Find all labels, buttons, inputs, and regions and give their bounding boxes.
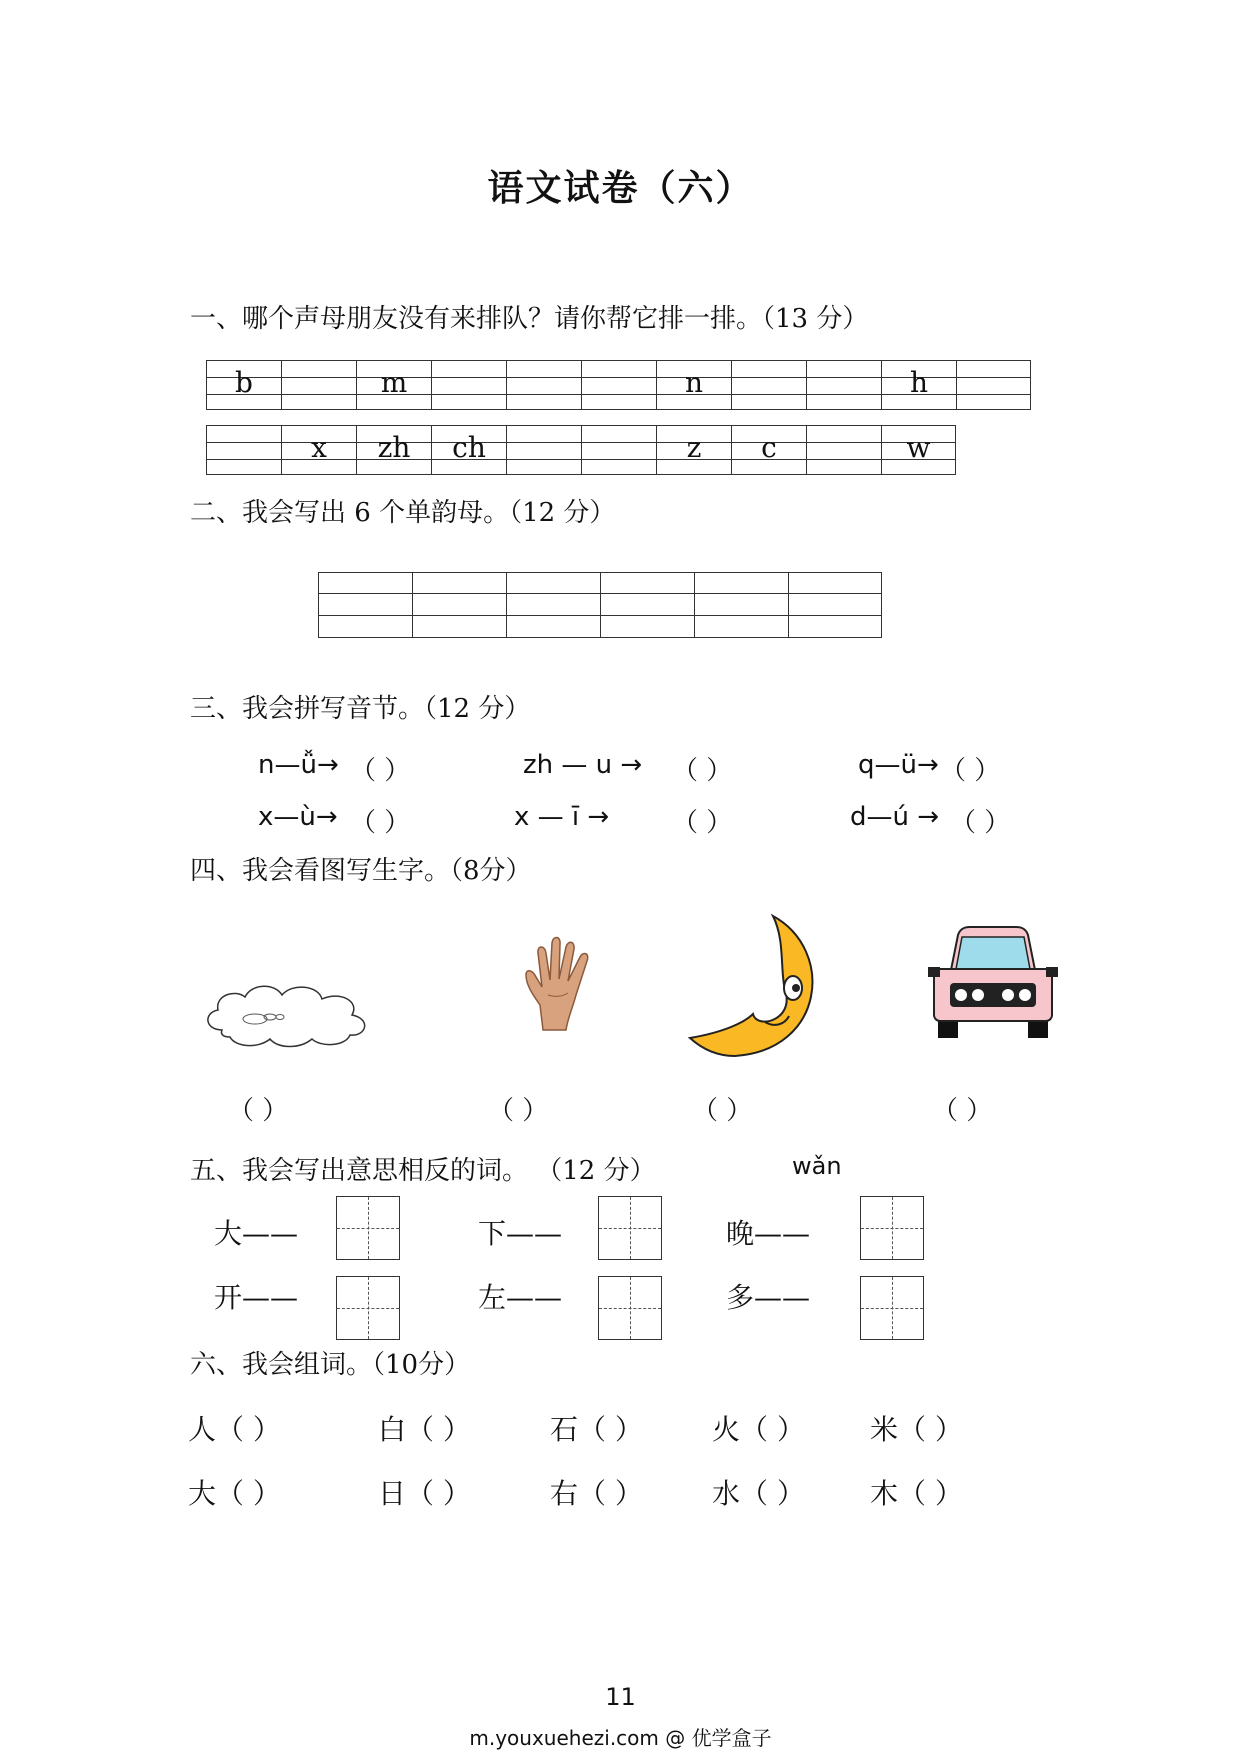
initial-letter: z xyxy=(686,431,702,464)
car-icon xyxy=(928,925,1058,1040)
hand-icon xyxy=(518,935,608,1035)
pinyin-grid-cell[interactable] xyxy=(731,360,806,410)
initial-letter: n xyxy=(684,366,704,399)
initial-letter: ch xyxy=(452,431,486,464)
pinyin-grid-cell xyxy=(356,360,431,410)
picture-answer-4[interactable]: （ ） xyxy=(932,1096,993,1126)
cloud-icon xyxy=(200,975,380,1050)
initial-letter: w xyxy=(906,431,931,464)
pinyin-hint: wǎn xyxy=(792,1152,842,1180)
picture-answer-3[interactable]: （ ） xyxy=(692,1096,753,1126)
word-group-item[interactable]: 木（ ） xyxy=(870,1477,963,1510)
pinyin-grid-cell[interactable] xyxy=(806,360,881,410)
word-group-item[interactable]: 白（ ） xyxy=(378,1413,471,1446)
spell-expr-2: zh — u → xyxy=(523,750,643,780)
spell-answer-6[interactable]: （ ） xyxy=(950,808,1011,838)
page-title: 语文试卷（六） xyxy=(487,167,754,209)
picture-answer-2[interactable]: （ ） xyxy=(488,1096,549,1126)
antonym-word-5: 左—— xyxy=(478,1281,563,1314)
pinyin-grid-cell[interactable] xyxy=(806,425,881,475)
antonym-word-1: 大—— xyxy=(214,1217,299,1250)
vowel-cell[interactable] xyxy=(788,572,882,638)
pinyin-grid-cell xyxy=(881,360,956,410)
pinyin-grid-cell[interactable] xyxy=(506,360,581,410)
pinyin-grid-cell xyxy=(656,360,731,410)
word-group-item[interactable]: 火（ ） xyxy=(712,1413,805,1446)
word-group-item[interactable]: 水（ ） xyxy=(712,1477,805,1510)
q2-heading: 二、我会写出 6 个单韵母。（12 分） xyxy=(190,498,616,528)
word-group-item[interactable]: 右（ ） xyxy=(550,1477,643,1510)
antonym-word-6: 多—— xyxy=(726,1281,811,1314)
vowel-writing-grid xyxy=(318,572,882,638)
word-group-item[interactable]: 大（ ） xyxy=(188,1477,281,1510)
initial-letter: h xyxy=(909,366,929,399)
q1-heading: 一、哪个声母朋友没有来排队？请你帮它排一排。（13 分） xyxy=(190,304,869,334)
footer-credit: m.youxuehezi.com @ 优学盒子 xyxy=(469,1726,772,1750)
pinyin-grid-cell[interactable] xyxy=(206,425,281,475)
vowel-cell[interactable] xyxy=(412,572,506,638)
pinyin-grid-cell[interactable] xyxy=(581,360,656,410)
pinyin-grid-cell xyxy=(656,425,731,475)
pinyin-grid-cell[interactable] xyxy=(431,360,506,410)
initials-row-2 xyxy=(206,425,956,475)
spell-expr-3: q—ü→ xyxy=(858,750,939,780)
pinyin-grid-cell xyxy=(881,425,956,475)
spell-answer-5[interactable]: （ ） xyxy=(672,808,733,838)
pinyin-grid-cell xyxy=(206,360,281,410)
vowel-cell[interactable] xyxy=(600,572,694,638)
vowel-cell[interactable] xyxy=(694,572,788,638)
pinyin-grid-cell xyxy=(281,425,356,475)
tianzige-box[interactable] xyxy=(860,1196,924,1260)
word-group-item[interactable]: 米（ ） xyxy=(870,1413,963,1446)
word-group-item[interactable]: 石（ ） xyxy=(550,1413,643,1446)
initial-letter: x xyxy=(311,431,327,464)
pinyin-grid-cell[interactable] xyxy=(581,425,656,475)
pinyin-grid-cell[interactable] xyxy=(281,360,356,410)
pinyin-grid-cell xyxy=(731,425,806,475)
moon-icon xyxy=(685,910,835,1060)
word-group-item[interactable]: 日（ ） xyxy=(378,1477,471,1510)
vowel-cell[interactable] xyxy=(318,572,412,638)
antonym-word-2: 下—— xyxy=(478,1217,563,1250)
q6-heading: 六、我会组词。（10分） xyxy=(190,1350,471,1380)
spell-answer-2[interactable]: （ ） xyxy=(672,756,733,786)
spell-answer-1[interactable]: （ ） xyxy=(350,756,411,786)
antonym-word-4: 开—— xyxy=(214,1281,299,1314)
page-number: 11 xyxy=(605,1683,636,1711)
initial-letter: b xyxy=(235,366,253,399)
pinyin-grid-cell[interactable] xyxy=(506,425,581,475)
antonym-word-3: 晚—— xyxy=(726,1217,811,1250)
q5-heading: 五、我会写出意思相反的词。 （12 分） xyxy=(190,1156,656,1186)
word-group-item[interactable]: 人（ ） xyxy=(188,1413,281,1446)
spell-expr-1: n—ǚ→ xyxy=(258,750,339,780)
tianzige-box[interactable] xyxy=(598,1276,662,1340)
q4-heading: 四、我会看图写生字。（8分） xyxy=(190,856,532,886)
pinyin-grid-cell xyxy=(356,425,431,475)
tianzige-box[interactable] xyxy=(336,1276,400,1340)
q3-heading: 三、我会拼写音节。（12 分） xyxy=(190,694,531,724)
spell-answer-3[interactable]: （ ） xyxy=(940,756,1001,786)
tianzige-box[interactable] xyxy=(336,1196,400,1260)
initials-row-1 xyxy=(206,360,1031,410)
spell-expr-5: x — ī → xyxy=(514,802,610,832)
spell-answer-4[interactable]: （ ） xyxy=(350,808,411,838)
initial-letter: c xyxy=(761,431,777,464)
vowel-cell[interactable] xyxy=(506,572,600,638)
tianzige-box[interactable] xyxy=(598,1196,662,1260)
spell-expr-4: x—ù→ xyxy=(258,802,338,832)
initial-letter: zh xyxy=(377,431,411,464)
pinyin-grid-cell[interactable] xyxy=(956,360,1031,410)
tianzige-box[interactable] xyxy=(860,1276,924,1340)
picture-answer-1[interactable]: （ ） xyxy=(228,1096,289,1126)
spell-expr-6: d—ú → xyxy=(850,802,940,832)
initial-letter: m xyxy=(380,366,408,399)
pinyin-grid-cell xyxy=(431,425,506,475)
